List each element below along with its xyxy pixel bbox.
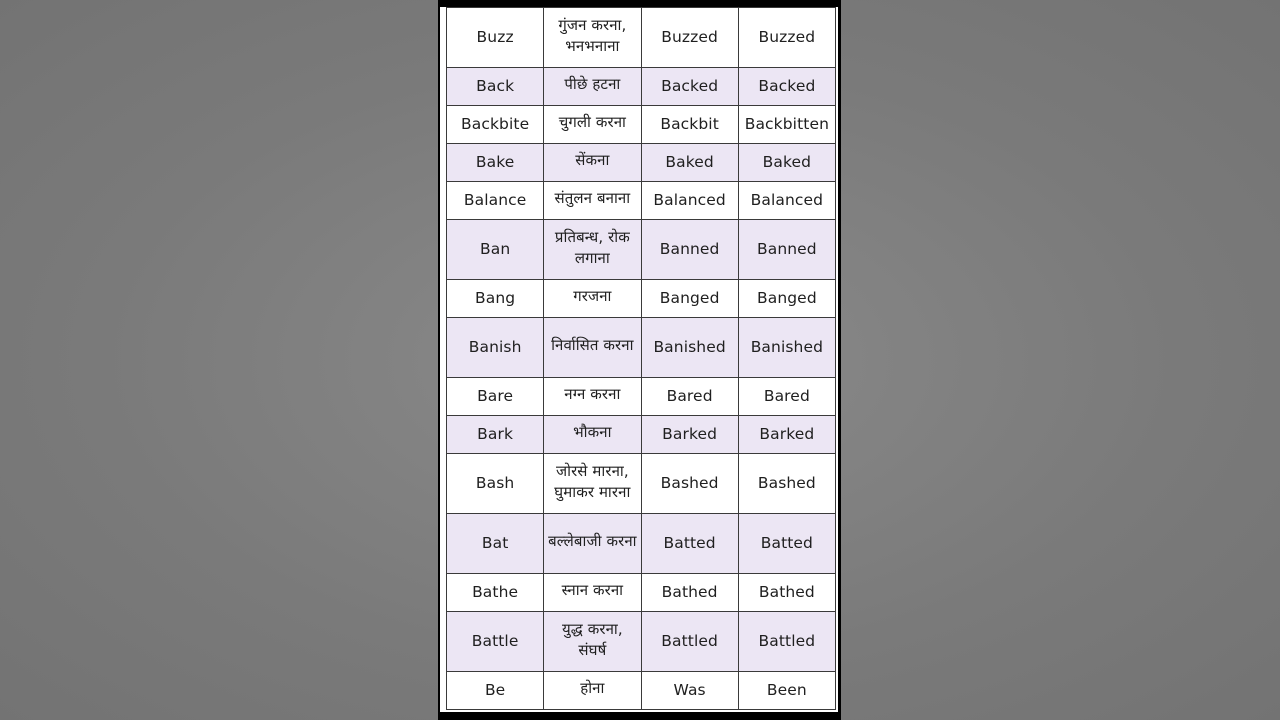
hindi-meaning-cell: गुंजन करना, भनभनाना (544, 8, 641, 68)
base-form-cell: Back (447, 68, 544, 106)
past-form-cell: Batted (641, 514, 738, 574)
hindi-meaning-cell: होना (544, 672, 641, 710)
past-participle-cell: Backbitten (738, 106, 835, 144)
hindi-meaning-cell: युद्ध करना, संघर्ष (544, 612, 641, 672)
base-form-cell: Bash (447, 454, 544, 514)
base-form-cell: Banish (447, 318, 544, 378)
video-frame (438, 0, 841, 720)
past-participle-cell: Batted (738, 514, 835, 574)
table-row (447, 182, 836, 220)
table-row (447, 106, 836, 144)
base-form-cell: Bang (447, 280, 544, 318)
table-row (447, 144, 836, 182)
past-form-cell: Buzzed (641, 8, 738, 68)
base-form-cell: Bare (447, 378, 544, 416)
table-row (447, 514, 836, 574)
past-form-cell: Banged (641, 280, 738, 318)
past-participle-cell: Buzzed (738, 8, 835, 68)
past-form-cell: Backed (641, 68, 738, 106)
past-participle-cell: Battled (738, 612, 835, 672)
table-row (447, 416, 836, 454)
past-form-cell: Baked (641, 144, 738, 182)
hindi-meaning-cell: संतुलन बनाना (544, 182, 641, 220)
past-participle-cell: Bared (738, 378, 835, 416)
table-row (447, 68, 836, 106)
past-form-cell: Was (641, 672, 738, 710)
table-row (447, 612, 836, 672)
past-participle-cell: Been (738, 672, 835, 710)
hindi-meaning-cell: जोरसे मारना, घुमाकर मारना (544, 454, 641, 514)
past-form-cell: Battled (641, 612, 738, 672)
past-form-cell: Banned (641, 220, 738, 280)
hindi-meaning-cell: गरजना (544, 280, 641, 318)
base-form-cell: Ban (447, 220, 544, 280)
base-form-cell: Bark (447, 416, 544, 454)
past-form-cell: Backbit (641, 106, 738, 144)
document-page (440, 7, 838, 712)
past-participle-cell: Bathed (738, 574, 835, 612)
hindi-meaning-cell: स्नान करना (544, 574, 641, 612)
base-form-cell: Bake (447, 144, 544, 182)
hindi-meaning-cell: प्रतिबन्ध, रोक लगाना (544, 220, 641, 280)
past-participle-cell: Backed (738, 68, 835, 106)
past-form-cell: Barked (641, 416, 738, 454)
base-form-cell: Balance (447, 182, 544, 220)
past-participle-cell: Barked (738, 416, 835, 454)
base-form-cell: Backbite (447, 106, 544, 144)
past-participle-cell: Banned (738, 220, 835, 280)
past-participle-cell: Baked (738, 144, 835, 182)
base-form-cell: Bathe (447, 574, 544, 612)
table-row (447, 672, 836, 710)
table-row (447, 574, 836, 612)
past-participle-cell: Banished (738, 318, 835, 378)
past-form-cell: Bashed (641, 454, 738, 514)
hindi-meaning-cell: भौकना (544, 416, 641, 454)
table-row (447, 454, 836, 514)
table-row (447, 378, 836, 416)
hindi-meaning-cell: पीछे हटना (544, 68, 641, 106)
table-row (447, 220, 836, 280)
past-form-cell: Bared (641, 378, 738, 416)
base-form-cell: Buzz (447, 8, 544, 68)
past-form-cell: Banished (641, 318, 738, 378)
hindi-meaning-cell: सेंकना (544, 144, 641, 182)
past-form-cell: Balanced (641, 182, 738, 220)
base-form-cell: Bat (447, 514, 544, 574)
base-form-cell: Battle (447, 612, 544, 672)
table-row (447, 318, 836, 378)
hindi-meaning-cell: बल्लेबाजी करना (544, 514, 641, 574)
hindi-meaning-cell: नग्न करना (544, 378, 641, 416)
past-participle-cell: Bashed (738, 454, 835, 514)
past-form-cell: Bathed (641, 574, 738, 612)
verb-forms-table (446, 7, 836, 710)
hindi-meaning-cell: चुगली करना (544, 106, 641, 144)
hindi-meaning-cell: निर्वासित करना (544, 318, 641, 378)
table-row (447, 8, 836, 68)
past-participle-cell: Banged (738, 280, 835, 318)
table-row (447, 280, 836, 318)
past-participle-cell: Balanced (738, 182, 835, 220)
base-form-cell: Be (447, 672, 544, 710)
